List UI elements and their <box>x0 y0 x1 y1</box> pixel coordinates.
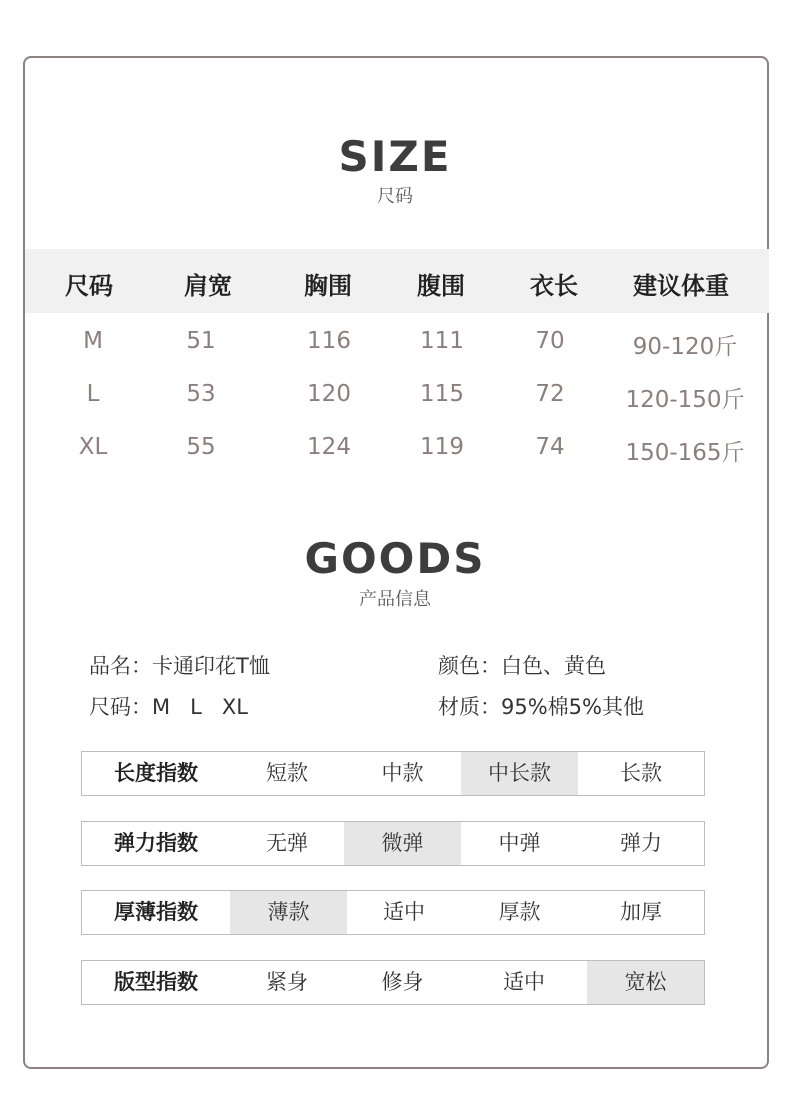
elasticity-index <box>81 821 705 866</box>
product-size: 尺码：M L XL <box>89 695 248 719</box>
cell-shoulder: 51 <box>186 328 216 354</box>
cell-chest: 116 <box>307 328 351 354</box>
index-option: 中款 <box>381 761 424 785</box>
cell-length: 74 <box>535 434 565 460</box>
product-color: 颜色：白色、黄色 <box>438 654 606 678</box>
cell-size: M <box>83 328 103 354</box>
index-label: 长度指数 <box>114 761 198 785</box>
index-option: 长款 <box>620 761 662 785</box>
cell-length: 70 <box>535 328 565 354</box>
index-option: 修身 <box>381 970 424 994</box>
size-subtitle: 尺码 <box>377 186 413 207</box>
size-table-header <box>25 249 769 313</box>
cell-weight: 150-165斤 <box>625 440 745 466</box>
index-label: 厚薄指数 <box>114 900 198 924</box>
header-chest: 胸围 <box>304 272 352 300</box>
cell-waist: 115 <box>420 381 464 407</box>
cell-weight: 90-120斤 <box>632 334 738 360</box>
product-material: 材质：95%棉5%其他 <box>438 695 644 719</box>
header-shoulder: 肩宽 <box>184 272 232 300</box>
cell-waist: 119 <box>420 434 464 460</box>
length-index <box>81 751 705 796</box>
cell-chest: 124 <box>307 434 351 460</box>
index-option: 加厚 <box>620 900 662 924</box>
cell-length: 72 <box>535 381 565 407</box>
index-option-selected: 薄款 <box>230 891 347 934</box>
table-row <box>0 434 790 474</box>
cell-shoulder: 55 <box>186 434 216 460</box>
index-option: 紧身 <box>266 970 308 994</box>
goods-title: GOODS <box>304 534 486 583</box>
thickness-index <box>81 890 705 935</box>
index-option: 适中 <box>383 900 425 924</box>
index-label: 版型指数 <box>114 970 198 994</box>
cell-chest: 120 <box>307 381 351 407</box>
index-label: 弹力指数 <box>114 831 198 855</box>
header-waist: 腹围 <box>417 272 465 300</box>
goods-subtitle: 产品信息 <box>359 589 431 610</box>
header-size: 尺码 <box>65 272 113 300</box>
index-option-selected: 宽松 <box>587 961 704 1004</box>
size-title: SIZE <box>338 132 452 181</box>
cell-waist: 111 <box>420 328 464 354</box>
index-option: 弹力 <box>620 831 662 855</box>
header-length: 衣长 <box>530 272 578 300</box>
index-option: 中弹 <box>498 831 541 855</box>
index-option: 短款 <box>266 761 308 785</box>
index-option: 厚款 <box>498 900 541 924</box>
cell-size: L <box>86 381 100 407</box>
header-weight: 建议体重 <box>633 272 729 300</box>
index-option-selected: 微弹 <box>344 822 461 865</box>
index-option: 适中 <box>503 970 545 994</box>
table-row <box>0 381 790 421</box>
cell-size: XL <box>78 434 108 460</box>
cell-weight: 120-150斤 <box>625 387 745 413</box>
fit-index <box>81 960 705 1005</box>
product-name: 品名：卡通印花T恤 <box>89 654 270 678</box>
cell-shoulder: 53 <box>186 381 216 407</box>
index-option: 无弹 <box>266 831 308 855</box>
index-option-selected: 中长款 <box>461 752 578 795</box>
table-row <box>0 328 790 368</box>
